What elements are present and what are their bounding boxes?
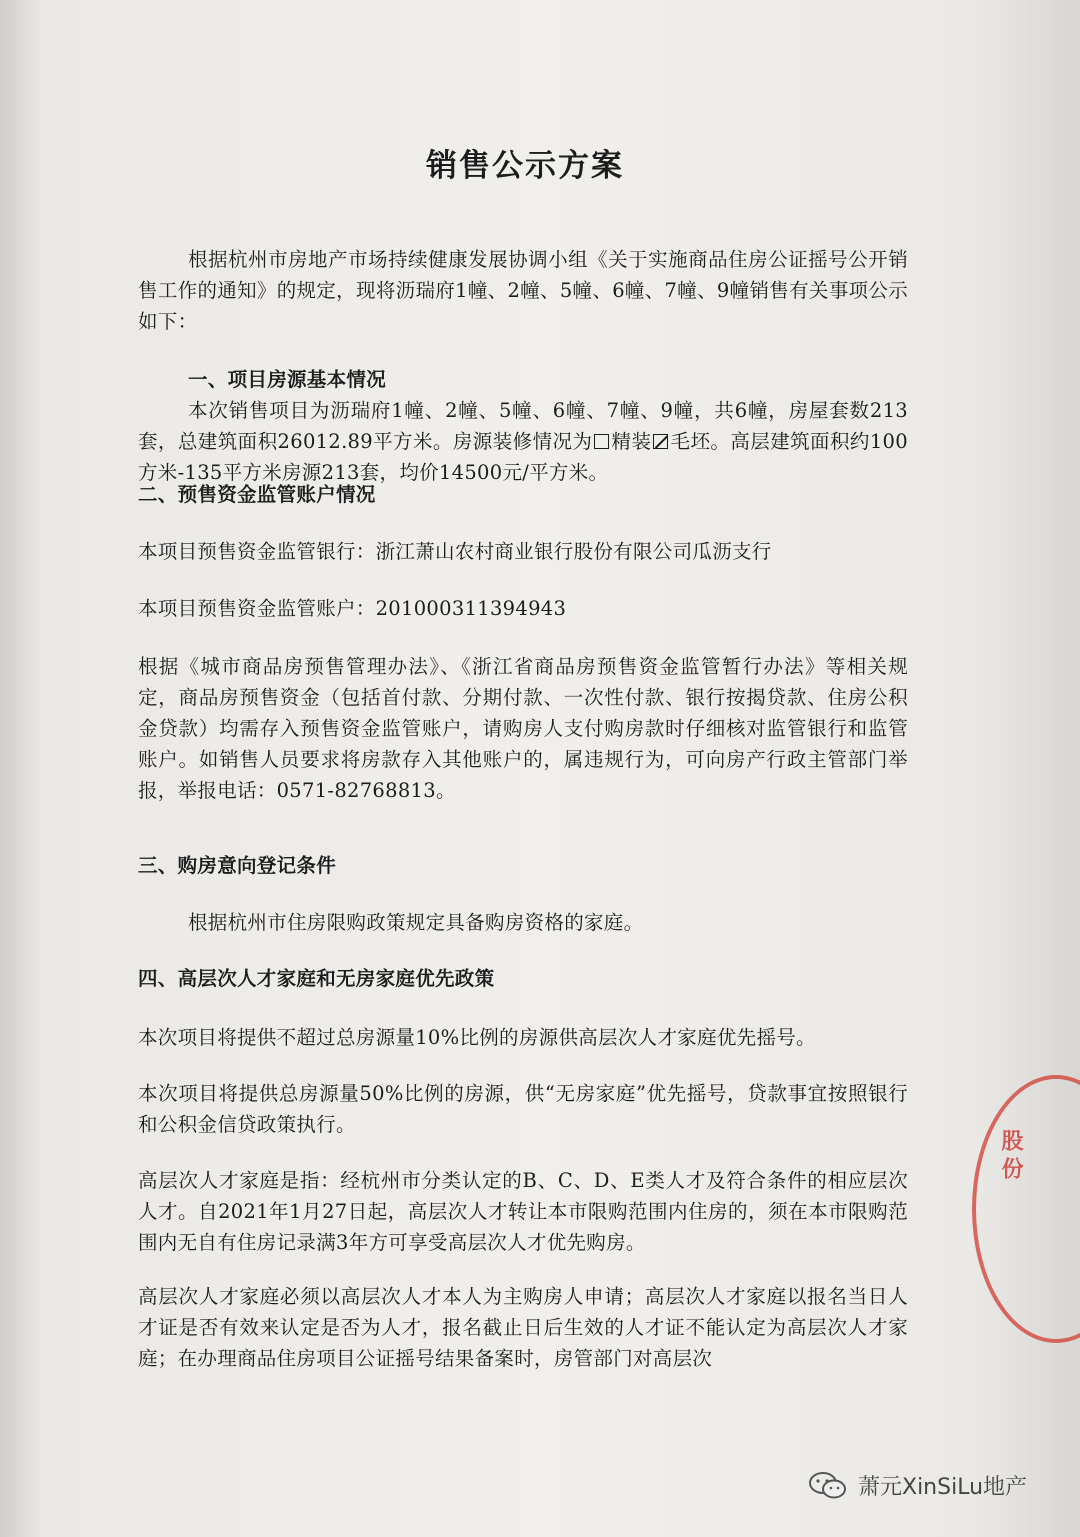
section1-paragraph xyxy=(138,395,908,488)
fit-label: 精装 xyxy=(611,430,652,453)
section4-paragraph-2: 本次项目将提供总房源量50%比例的房源，供“无房家庭”优先摇号，贷款事宜按照银行和公积金信贷政策执行。 xyxy=(138,1082,908,1136)
section4-paragraph-3: 高层次人才家庭是指：经杭州市分类认定的B、C、D、E类人才及符合条件的相应层次人才。自2021年1月27日起，高层次人才转让本市限购范围内住房的，须在本市限购范围内无自有住房记录满3年方可享受高层次人才优先购房。 xyxy=(138,1169,908,1254)
section4-paragraph-1: 本次项目将提供不超过总房源量10%比例的房源供高层次人才家庭优先摇号。 xyxy=(138,1026,816,1049)
rough-label: 毛坯。 xyxy=(670,430,731,453)
watermark-text: 萧元XinSiLu地产 xyxy=(858,1475,1028,1500)
checkbox-rough-checked-icon xyxy=(653,434,668,449)
section4-heading: 四、高层次人才家庭和无房家庭优先政策 xyxy=(138,967,495,990)
red-seal-stamp xyxy=(972,1075,1080,1343)
document-title: 销售公示方案 xyxy=(426,148,624,184)
supervision-account: 本项目预售资金监管账户：201000311394943 xyxy=(138,597,567,620)
section3-text: 根据杭州市住房限购政策规定具备购房资格的家庭。 xyxy=(188,911,644,934)
section4-paragraph-4: 高层次人才家庭必须以高层次人才本人为主购房人申请；高层次人才家庭以报名当日人才证是否有效来认定是否为人才，报名截止日后生效的人才证不能认定为高层次人才家庭；在办理商品住房项目公证摇号结果备案时，房管部门对高层次 xyxy=(138,1285,908,1370)
checkbox-fit-icon xyxy=(594,434,609,449)
wechat-watermark xyxy=(808,1470,1027,1501)
section1-heading: 一、项目房源基本情况 xyxy=(188,368,387,391)
section1-text-b: 高层建筑面积约100方米-135平方米房源213套，均价14500元/平方米。 xyxy=(138,430,908,484)
section2-heading: 二、预售资金监管账户情况 xyxy=(138,483,376,506)
seal-text: 股份 xyxy=(998,1129,1024,1185)
wechat-icon xyxy=(808,1471,848,1501)
supervision-note: 根据《城市商品房预售管理办法》、《浙江省商品房预售资金监管暂行办法》等相关规定，商品房预售资金（包括首付款、分期付款、一次性付款、银行按揭贷款、住房公积金贷款）均需存入预售资金监管账户，请购房人支付购房款时仔细核对监管银行和监管账户。如销售人员要求将房款存入其他账户的，属违规行为，可向房产行政主管部门举报，举报电话：0571-82768813。 xyxy=(138,655,908,802)
section3-heading: 三、购房意向登记条件 xyxy=(138,854,337,877)
section1-text-a: 本次销售项目为沥瑞府1幢、2幢、5幢、6幢、7幢、9幢，共6幢，房屋套数213套，总建筑面积26012.89平方米。房源装修情况为 xyxy=(138,399,908,453)
intro-paragraph: 根据杭州市房地产市场持续健康发展协调小组《关于实施商品住房公证摇号公开销售工作的通知》的规定，现将沥瑞府1幢、2幢、5幢、6幢、7幢、9幢销售有关事项公示如下： xyxy=(138,248,908,333)
supervision-bank: 本项目预售资金监管银行：浙江萧山农村商业银行股份有限公司瓜沥支行 xyxy=(138,540,772,563)
